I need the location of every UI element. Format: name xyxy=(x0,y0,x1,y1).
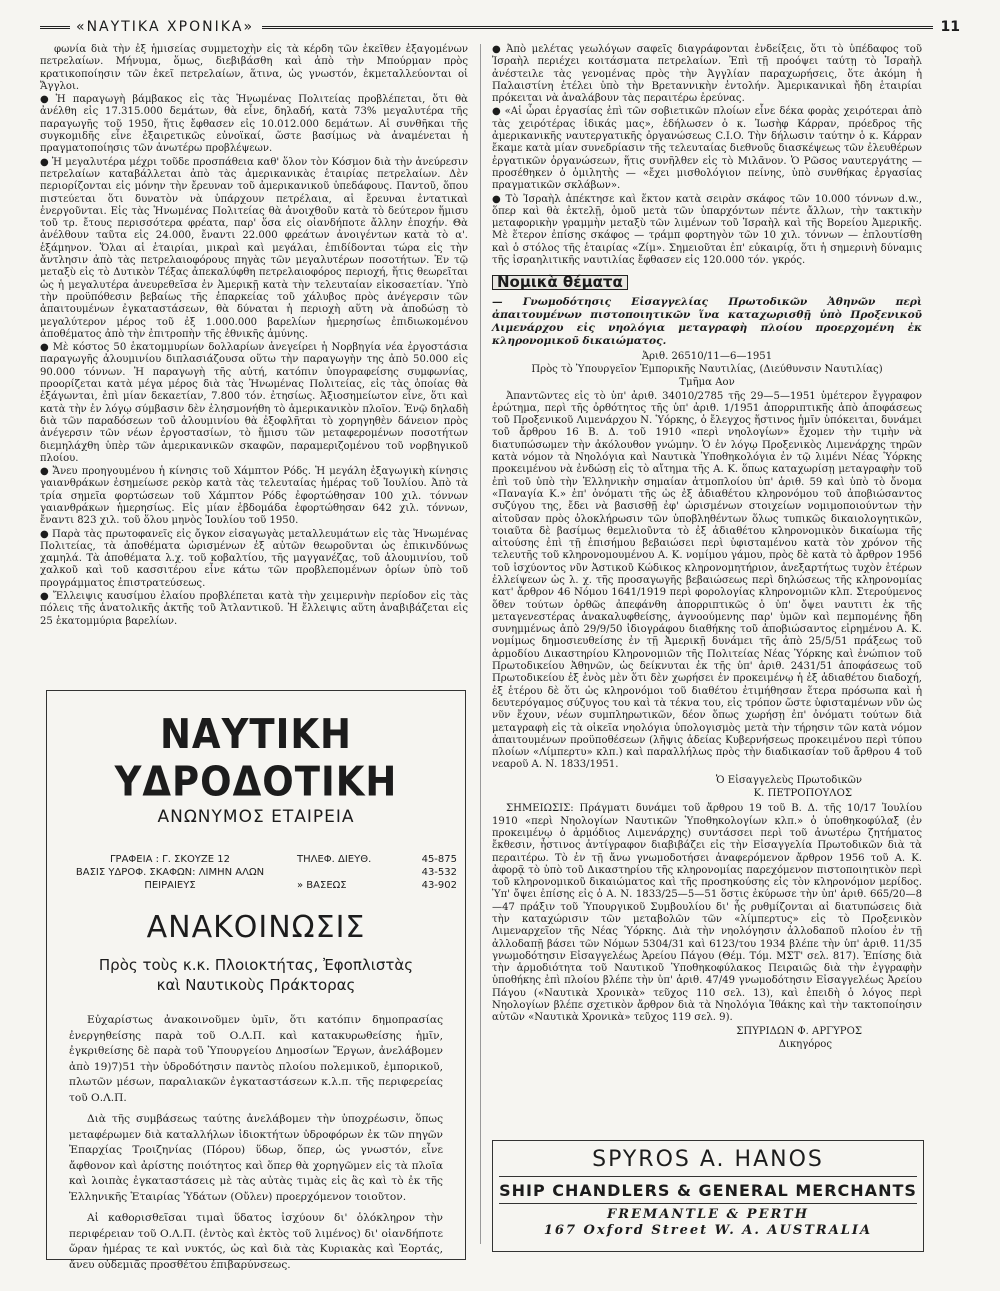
news-paragraph: ● Ἀπὸ μελέτας γεωλόγων σαφεῖς διαγράφονται ἐνδείξεις, ὅτι τὸ ὑπέδαφος τοῦ Ἰσραὴλ περιέχει κοιτάσματα πετρελαίων. Ἐπὶ τῇ προόψει ταύτῃ τὸ Ἰσραὴλ ἀνέστειλε τὰς γενομένας πρὸς τὴν Ἀγγλίαν παραχωρήσεις, ὅτε ἀκόμη ἡ Παλαιστίνη ἐτέλει ὑπὸ τὴν Βρεταννικὴν ἐντολήν. Ἀμερικανικαὶ ἤδη ἑταιρίαι πρόκειται νὰ ἀναλάβουν τὰς περαιτέρω ἐρεύνας. xyxy=(492,44,922,105)
news-paragraph: ● «Αἱ ὧραι ἐργασίας ἐπὶ τῶν σοβιετικῶν πλοίων εἶνε δέκα φορὰς χειρότεραι ἀπὸ τὰς χειρότέρας ἰδικάς μας», ἐδήλωσεν ὁ κ. Ἰωσὴφ Κάρραν, πρόεδρος τῆς ἀμερικανικῆς ναυτεργατικῆς ὀργανώσεως C.I.O. Τὴν δήλωσιν ταύτην ὁ κ. Κάρραν ἔκαμε κατὰ μίαν συνεδρίασιν τῆς τελευταίας διεθνοῦς διασκέψεως τῶν ἐλευθέρων ἐργατικῶν ὀργανώσεων, ἥτις συνῆλθεν εἰς τὸ Μιλᾶνον. Ὁ Ρῶσος ναυτεργάτης — προσέθηκεν ὁ ὁμιλητὴς — «ἔχει μισθολόγιον πείνης, ὑπὸ συνθήκας ἐργασίας πραγματικῶν σκλάβων». xyxy=(492,106,922,192)
news-paragraph: ● Μὲ κόστος 50 ἑκατομμυρίων δολλαρίων ἀνεγείρει ἡ Νορβηγία νέα ἐργοστάσια παραγωγῆς ἀλουμινίου διπλασιάζουσα οὕτω τὴν παραγωγὴν της ἀπὸ 50.000 εἰς 90.000 τόννων. Ἡ παραγωγὴ τῆς αὐτή, κατόπιν ὑπογραφείσης συμφωνίας, προορίζεται κατὰ μέγα μέρος διὰ τὰς Ἡνωμένας Πολιτείας, εἰς τὰς ὁποίας θὰ ἐξάγωνται, ἐπὶ μίαν δεκαετίαν, 7.800 τόν. ἐτησίως. Ἀξιοσημείωτον εἶνε, ὅτι καὶ κατὰ τὴν ἐν λόγῳ σύμβασιν δὲν ἐλησμονήθη τὸ ἀμερικανικὸν πλοῖον. Ἐνῷ δηλαδὴ διὰ τῶν παραδόσεων τοῦ ἀλουμινίου θὰ ἐξοφλῆται τὸ χορηγηθὲν δάνειον πρὸς ἀνέγερσιν τῶν νέων ἐργοστασίων, τὸ ἥμισυ τῶν μεταφερομένων ποσοτήτων διεμηλάχθη ὑπὲρ τῶν ἀμερικανικῶν σκαφῶν, παραμεριζομένου τοῦ νορβηγικοῦ πλοίου. xyxy=(40,342,468,464)
ad-paragraph: Διὰ τῆς συμβάσεως ταύτης ἀνελάβομεν τὴν ὑποχρέωσιν, ὅπως μεταφέρωμεν διὰ καταλλήλων ἰδιοκτήτων ὑδροφόρων ἐκ τῶν πηγῶν Ἐπαρχίας Τροιζηνίας (Πόρου) ὕδωρ, ὅπερ, ὡς γνωστόν, εἶνε ἄφθονον καὶ ἀρίστης ποιότητος καὶ ὅπερ θὰ χορηγῶμεν εἰς τὰ πλοῖα καὶ λοιπὰς ἐγκαταστάσεις μὲ τὰς αὐτὰς τιμὰς εἰς ἃς καὶ τὸ ἐκ τῆς Ἑλληνικῆς Ἑταιρίας Ὑδάτων (Οὔλεν) προερχόμενον τοιοῦτον. xyxy=(69,1113,443,1203)
news-paragraph: φωνία διὰ τὴν ἐξ ἡμισείας συμμετοχὴν εἰς τὰ κέρδη τῶν ἐκεῖθεν ἐξαγομένων πετρελαίων. Μήνυμα, ὅμως, διεβιβάσθη καὶ ἀπὸ τὴν Μπούρμαν πρὸς κρατικοποίησιν τῶν ἐκεῖ πετρελαίων, ἅτινα, ὡς γνωστόν, ἐκμεταλλεύονται οἱ Ἄγγλοι. xyxy=(40,44,468,92)
advertisement-ship-chandlers xyxy=(492,1140,924,1252)
ad-paragraph: Εὐχαρίστως ἀνακοινοῦμεν ὑμῖν, ὅτι κατόπιν δημοπρασίας ἐνεργηθείσης παρὰ τοῦ Ο.Λ.Π. καὶ κατακυρωθείσης ἡμῖν, ἐγκριθείσης δὲ παρὰ τοῦ Ὑπουργείου Δημοσίων Ἔργων, ἀνελάβομεν ἀπὸ 19)7)51 τὴν ὑδροδότησιν παντὸς πλοίου πολεμικοῦ, ἐμπορικοῦ, πλωτῶν μέσων, παραλιακῶν ἐγκαταστάσεων κ.λ.π. τῆς περιφερείας τοῦ Ο.Λ.Π. xyxy=(69,1014,443,1104)
ad-phones: ΤΗΛΕΦ. ΔΙΕΥΘ. 45-875 43-532 » ΒΑΣΕΩΣ 43-902 xyxy=(297,854,457,891)
bullet-icon: ● xyxy=(492,44,504,55)
news-paragraph: ● Ἡ παραγωγὴ βάμβακος εἰς τὰς Ἡνωμένας Πολιτείας προβλέπεται, ὅτι θὰ ἀνέλθη εἰς 17.315.000 δεμάτων, θὰ εἶνε, δηλαδή, κατὰ 73% μεγαλυτέρα τῆς παραγωγῆς τοῦ 1950, ἥτις ἔφθασεν εἰς 10.012.000 δεμάτων. Αἱ συνθῆκαι τῆς συγκομιδῆς εἶνε ἐξαιρετικῶς εὐνοϊκαί, ὥστε βασίμως νὰ ἀναμένεται ἡ πραγματοποίησις τῶν ἀνωτέρω προβλέψεων. xyxy=(40,94,469,155)
reference-number: Ἀριθ. 26510/11—6—1951 xyxy=(641,350,773,362)
signer-title: Ὁ Εἰσαγγελεὺς Πρωτοδικῶν xyxy=(715,774,862,786)
advertisement-water-supply xyxy=(46,690,466,1271)
news-paragraph: ● Παρὰ τὰς πρωτοφανεῖς εἰς ὄγκον εἰσαγωγὰς μεταλλευμάτων εἰς τὰς Ἡνωμένας Πολιτείας, τὰ ἀποθέματα ὡρισμένων ἐξ αὐτῶν θεωροῦνται ὡς ἐπικινδύνως χαμηλά. Τὰ ἀποθέματα λ.χ. τοῦ κοβαλτίου, τῆς μαγγανέζας, τοῦ ἀλουμινίου, τοῦ χαλκοῦ καὶ τοῦ κασσιτέρου εἶνε κάτω τῶν προβλεπομένων ὁρίων ὑπὸ τοῦ προγράμματος ἐπιστρατεύσεως. xyxy=(40,528,468,589)
news-paragraph: ● Τὸ Ἰσραὴλ ἀπέκτησε καὶ ἕκτον κατὰ σειρὰν σκάφος τῶν 10.000 τόννων d.w., ὅπερ καὶ θὰ ἐκτελῇ, ὁμοῦ μετὰ τῶν ὑπαρχόντων πέντε ἄλλων, τὴν τακτικὴν μεταφορικὴν γραμμὴν μεταξὺ τῶν λιμένων τοῦ Ἰσραὴλ καὶ τῆς Βορείου Ἀμερικῆς. Μὲ ἕτερον ἐπίσης σκάφος — τράμπ φορτηγὸν τῶν 10 χιλ. τόννων — ἐπλουτίσθη καὶ ὁ στόλος τῆς ἑταιρίας «Ζίμ». Σημειοῦται ἐπ' εὐκαιρίᾳ, ὅτι ἡ σημερινὴ δύναμις τῆς ἰσραηλιτικῆς ναυτιλίας ἔφθασεν εἰς 120.000 τόν. γκρός. xyxy=(492,193,922,267)
ad-merchant-business: SHIP CHANDLERS & GENERAL MERCHANTS xyxy=(499,1181,917,1204)
header-rule-left xyxy=(40,26,70,29)
ad-addressees: Πρὸς τοὺς κ.κ. Πλοιοκτήτας, Ἐφοπλιστὰς καὶ Ναυτικοὺς Πράκτορας xyxy=(98,956,414,994)
bullet-icon: ● xyxy=(492,193,503,205)
section-heading-wrap xyxy=(492,275,922,291)
news-paragraph: ● Ἄνευ προηγουμένου ἡ κίνησις τοῦ Χάμπτον Ρόδς. Ἡ μεγάλη ἐξαγωγικὴ κίνησις γαιανθράκων ἐσημείωσε ρεκὸρ κατὰ τὰς τελευταίας ἡμέρας τοῦ Ἰουλίου. Ἀπὸ τὰ τρία σημεῖα φορτώσεων τοῦ Χάμπτον Ρόδς ἐφορτώθησαν 100 χιλ. τόννων γαιανθράκων ἡμερησίως. Εἰς μίαν ἑβδομάδα ἐφορτώθησαν 642 χιλ. τόννων, ἔναντι 823 χιλ. τοῦ ὅλου μηνὸς Ἰουλίου τοῦ 1950. xyxy=(40,466,468,527)
reference-recipient: Πρὸς τὸ Ὑπουργεῖον Ἐμπορικῆς Ναυτιλίας, (Διεύθυνσιν Ναυτιλίας) xyxy=(531,363,883,375)
page-number: 11 xyxy=(940,19,960,35)
publication-title: «ΝΑΥΤΙΚΑ ΧΡΟΝΙΚΑ» xyxy=(76,19,255,35)
news-paragraph: ● Ἔλλειψις καυσίμου ἐλαίου προβλέπεται κατὰ τὴν χειμερινὴν περίοδον εἰς τὰς πόλεις τῆς ἀνατολικῆς ἀκτῆς τοῦ Ἀτλαντικοῦ. Ἡ ἔλλειψις αὕτη ἀναβιβάζεται εἰς 25 ἑκατομμύρια βαρελίων. xyxy=(40,591,468,627)
news-paragraph: ● Ἡ μεγαλυτέρα μέχρι τοῦδε προσπάθεια καθ' ὅλον τὸν Κόσμον διὰ τὴν ἀνεύρεσιν πετρελαίων καταβάλλεται ἀπὸ τὰς ἀμερικανικὰς ἑταιρίας πετρελαίων. Δὲν περιορίζονται εἰς μόνην τὴν ἔρευναν τοῦ ἀμερικανικοῦ ὑπεδάφους. Παντοῦ, ὅπου πιστεύεται ὅτι δυνατὸν νὰ ὑπάρχουν πετρέλαια, αἱ ἔρευναι ἐντατικαὶ ἐνεργοῦνται. Εἰς τὰς Ἡνωμένας Πολιτείας θὰ ἀνοιχθοῦν κατὰ τὸ δεύτερον ἥμισυ τοῦ τρ. ἔτους περισσότερα φρέατα, παρ' ὅσα εἰς οἱανδήποτε ἄλλην ἐποχήν. Θὰ ἀνέλθουν ταῦτα εἰς 24.000, ἔναντι 22.000 φρεάτων ἀνοιγέντων κατὰ τὸ α'. ἑξάμηνον. Ὅλαι αἱ ἑταιρίαι, μικραὶ καὶ μεγάλαι, ἐπιδίδονται τώρα εἰς τὴν ἄντλησιν ἀπὸ τὰς πετρελαιοφόρους πηγὰς τῶν μεγαλυτέρων ποσοτήτων. Ἐν τῷ μεταξὺ εἰς τὸ Δυτικὸν Τέξας ἀπεκαλύφθη πετρελαιοφόρος περιοχή, ἥτις θεωρεῖται ὡς ἡ μεγαλυτέρα ἀνευρεθεῖσα ἐν Ἀμερικῇ κατὰ τὴν τελευταίαν εἰκοσαετίαν. Ὑπὸ τὴν προϋπόθεσιν βεβαίως τῆς ἐπαρκείας τοῦ χάλυβος πρὸς ἀνέγερσιν τῶν ἀπαιτουμένων ἐγκαταστάσεων, θὰ δύναται ἡ περιοχὴ αὕτη νὰ ἀποδώσῃ τὸ μεγαλύτερον μέρος τοῦ ἐξ 1.000.000 βαρελίων ἡμερησίως ἐπιδιωκομένου ἀποθέματος ἀπὸ τὴν ἐπιτροπὴν τῆς ἐθνικῆς ἀμύνης. xyxy=(40,156,468,340)
bullet-icon: ● xyxy=(40,466,50,478)
bullet-icon: ● xyxy=(40,528,50,540)
reference-department: Τμῆμα Αον xyxy=(679,377,735,389)
ad-merchant-name: SPYROS A. HANOS xyxy=(499,1147,917,1177)
ad-address: ΓΡΑΦΕΙΑ : Γ. ΣΚΟΥΖΕ 12 ΒΑΣΙΣ ΥΔΡΟΦ. ΣΚΑΦΩΝ: ΛΙΜΗΝ ΑΛΩΝ ΠΕΙΡΑΙΕΥΣ xyxy=(75,854,265,891)
ad-announcement-title: ΑΝΑΚΟΙΝΩΣΙΣ xyxy=(146,910,366,945)
ad-merchant-address: FREMANTLE & PERTH 167 Oxford Street W. A. AUSTRALIA xyxy=(543,1207,873,1238)
left-column xyxy=(40,44,468,684)
author-name: ΣΠΥΡΙΔΩΝ Φ. ΑΡΓΥΡΟΣ xyxy=(736,1025,862,1037)
legal-notes: ΣΗΜΕΙΩΣΙΣ: Πράγματι δυνάμει τοῦ ἄρθρου 19 τοῦ Β. Δ. τῆς 10/17 Ἰουλίου 1910 «περὶ Νηολογίων Ναυτικῶν Ὑποθηκολογίων κλπ.» ὁ ὑποθηκοφύλαξ (ἐν προκειμένῳ ὁ ἁρμόδιος Λιμενάρχης) συντάσσει περὶ τοῦ ἀνωτέρω ζητήματος ἔκθεσιν, ἧστινος ἀντίγραφον διαβιβάζει εἰς τὴν Εἰσαγγελία Πρωτοδικῶν διὰ τὰ περαιτέρω. Τὸ ἐν τῇ ἄνω γνωμοδοτήσει ἀναφερόμενον ἄρθρον 1956 τοῦ Α. Κ. ἀφορᾷ τὸ ὑπὸ τοῦ Δικαστηρίου τῆς κληρονομίας παρεχόμενον πιστοποιητικὸν περὶ τοῦ κληρονομικοῦ δικαιώματος καὶ τῆς προσηκούσης εἰς τὸν κληρονόμον μερίδος. Ὑπ' ὄψει ἐπίσης εἰς ὁ Α. Ν. 1833/25—5—51 ὅστις ἐκύρωσε τὴν ὑπ' ἀριθ. 665/20—8—47 πράξιν τοῦ Ὑπουργικοῦ Συμβουλίου δι' ἧς ρυθμίζονται αἱ διατυπώσεις διὰ τὴν καταχώρισιν τῶν μεταβολῶν τῶν «λίμπερτυς» εἰς τὸ Προξενικὸν Λιμεναρχεῖον τῆς Νέας Ὑόρκης. Διὰ τὴν νηολόγησιν ἀλλοδαποῦ πλοίου ἐν τῇ ἀλλοδαπῇ βάσει τῶν Νόμων 5304/31 καὶ 6123/του 1934 βλέπε τὴν ὑπ' ἀριθ. 11/35 γνωμοδότησιν Εἰσαγγελέως Ἀρείου Πάγου (Θέμ. Τόμ. ΜΣΤ' σελ. 817). Ἐπίσης διὰ τὴν ἁρμοδιότητα τοῦ Ναυτικοῦ Ὑποθηκοφύλακος Πειραιῶς διὰ τὴν ἐγγραφὴν ὑποθήκης ἐπὶ πλοίου βλέπε τὴν ὑπ' ἀριθ. 47/49 γνωμοδότησιν Εἰσαγγελέως Ἀρείου Πάγου («Ναυτικὰ Χρονικὰ» τεῦχος 110 σελ. 13), καὶ ἐπειδὴ ὁ λόγος περὶ Νηολογίων βλέπε σχετικὸν ἄρθρον διὰ τὰ Νηολόγια Ἰθάκης καὶ τὴν τακτοποίησιν αὐτῶν «Ναυτικὰ Χρονικὰ» τεῦχος 119 σελ. 9). xyxy=(492,803,922,1024)
header-rule xyxy=(262,26,932,29)
ad-body xyxy=(55,1013,457,1273)
column-divider xyxy=(480,44,481,1244)
bullet-icon: ● xyxy=(40,156,49,168)
legal-body: Ἀπαντῶντες εἰς τὸ ὑπ' ἀριθ. 34010/2785 τῆς 29—5—1951 ὑμέτερον ἔγγραφον ἐρώτημα, περὶ τῆς ὀρθότητος τῆς ὑπ' ἀριθ. 1/1951 ἀπορριπτικῆς ἀπὸ ἀποφάσεως τοῦ Προξενικοῦ Λιμενάρχου Ν. Ὑόρκης, ὁ ἔλεγχος ἥστινος ἡμῖν ὑπόκειται, δυνάμει τοῦ ἄρθρου 16 Β. Δ. τοῦ 1910 «περὶ νηολογίων» ἔχομεν τὴν τιμὴν νὰ διατυπώσωμεν τὴν ἀκόλουθον γνώμην. Ὁ ἐν λόγῳ Προξενικὸς Λιμενάρχης τηρῶν κατὰ νόμον τὰ Νηολόγια καὶ Ναυτικὰ Ὑποθηκολόγια ἐν τῷ λιμένι Νέας Ὑόρκης προκειμένου νὰ ἐνδώσῃ εἰς τὸ αἴτημα τῆς Α. Κ. ὅπως καταχωρίσῃ μεταγραφὴν τοῦ ἐπὶ τοῦ ὑπὸ τὴν Ἑλληνικὴν σημαίαν ἀτμοπλοίου ὑπ' ἀριθ. 59 καὶ ὑπὸ τὸ ὄνομα «Παναγία Κ.» ἐπ' ὀνόματι τῆς ὡς ἐξ ἀδιαθέτου κληρονόμου τοῦ ἀποβιώσαντος συζύγου της, ἔδει νὰ βασισθῇ ἐφ' ὡρισμένων στοιχείων νομιμοποιούντων τὴν αἰτοῦσαν πρὸς ὁλοκλήρωσιν τῶν ὑποβληθέντων ὅλως τυπικῶς δικαιολογητικῶν, τοιαῦτα δὲ βασίμως θεμελιοῦντα τὸ ἐξ ἀδιαθέτου κληρονομικὸν δικαίωμα τῆς αἰτούσης ἐπὶ τῇ ἐπισήμου βεβαιώσει περὶ ὑφισταμένου κατὰ τὸν χρόνον τῆς τελευτῆς τοῦ κληρονομουμένου Α. Κ. νομίμου γάμου, πρὸς δὲ κατὰ τὸ ἄρθρον 1956 τοῦ ἰσχύοντος νῦν Ἀστικοῦ Κώδικος κληρονομητήριον, ἀνεξαρτήτως τυχὸν ἑτέρων ἐλλείψεων ὡς λ. χ. τῆς προσαγωγῆς βεβαιώσεως περὶ δηλώσεως τῆς κληρονομίας κατ' ἄρθρον 46 Νόμου 1641/1919 περὶ φορολογίας κληρονομιῶν κλπ. Στερούμενος ὅθεν τούτων ὀρθῶς ἀπεφάνθη ἀπορριπτικῶς ὁ ὑπ' ὄψει ναυτιτι ἐκ τῆς μεταγενεστέρας ἀνακαλυφθείσης, ἀγνοούμενης παρ' ὑμῶν καὶ πεμπομένης ἤδη συνημμένως ἀπὸ 29/9/50 ἰδιογράφου διαθήκης τοῦ ἀποβιώσαντος εἰρημένου Α. Κ. νομίμως δημοσιευθείσης ἐν τῇ Ἀμερικῇ δυνάμει τῆς ἀπὸ 25/5/51 πράξεως τοῦ ἁρμοδίου Δικαστηρίου Κληρονομιῶν τῆς Πολιτείας Νέας Ὑόρκης καὶ ἐνώπιον τοῦ Πρωτοδικείου Ἀθηνῶν, ὡς δείκνυται ἐκ τῆς ὑπ' ἀριθ. 2431/51 ἀποφάσεως τοῦ Πρωτοδικείου ἐξ ἑνὸς μὲν ὅτι δὲν χωρήσει ἐν προκειμένῳ ἡ ἐξ ἀδιαθέτου διαδοχή, ἐξ ἑτέρου δὲ ὅτι ὡς κληρονόμοι τοῦ διαθέτου ἐτιμήθησαν ἕτερα πρόσωπα καὶ ἡ δευτερόγαμος σύζυγος του καὶ τὰ τέκνα του, εἰς τρόπον ὥστε ὑφισταμένων νῦν ὡς νῦν ἔχουν, νέων συμπληρωτικῶν, δέον ὅπως χωρήσῃ ἐπ' ὀνόματι τούτων διὰ μεταγραφὴ εἰς τὰ οἰκεῖα νηολόγια ὑπολογισμὸς μετὰ τὴν τήρησιν τῶν κατὰ νόμον ἀπαιτουμένων προϋποθέσεων (λῆψις ἀδείας Κυβερνήσεως προκειμένου περὶ τύπου πλοίων «Λίμπερτυ» κλπ.) καὶ παραλλήλως πρὸς τὴν διαδικασίαν τοῦ ἄρθρου 4 τοῦ νεαροῦ Α. Ν. 1833/1951. xyxy=(492,390,922,771)
legal-heading: — Γνωμοδότησις Εἰσαγγελίας Πρωτοδικῶν Ἀθηνῶν περὶ ἀπαιτουμένων πιστοποιητικῶν ἵνα καταχωρισθῇ ὑπὸ Προξενικοῦ Λιμενάρχου εἰς νηολόγια μεταγραφὴ πλοίου προερχομένη ἐκ κληρονομικοῦ δικαιώματος. xyxy=(492,295,922,347)
ad-paragraph: Αἱ καθορισθεῖσαι τιμαὶ ὕδατος ἰσχύουν δι' ὁλόκληρον τὴν περιφέρειαν τοῦ Ο.Λ.Π. (ἐντὸς καὶ ἐκτὸς τοῦ λιμένος) δι' οἱανδήποτε ὥραν ἡμέρας τε καὶ νυκτός, ὡς καὶ διὰ τὰς Κυριακὰς καὶ Ἑορτάς, ἄνευ οὐδεμιᾶς προσθέτου ἐπιβαρύνσεως. xyxy=(69,1212,443,1271)
ad-company-type: ΑΝΩΝΥΜΟΣ ΕΤΑΙΡΕΙΑ xyxy=(157,807,355,827)
ad-contact-block xyxy=(55,853,457,892)
author-title: Δικηγόρος xyxy=(778,1038,832,1050)
bullet-icon: ● xyxy=(40,342,50,354)
bullet-icon: ● xyxy=(40,591,50,603)
right-column xyxy=(492,44,922,1084)
bullet-icon: ● xyxy=(40,94,53,106)
signer-name: Κ. ΠΕΤΡΟΠΟΥΛΟΣ xyxy=(753,788,852,800)
section-title: Νομικὰ θέματα xyxy=(492,275,628,289)
page-header xyxy=(40,14,960,40)
bullet-icon: ● xyxy=(492,106,502,118)
ad-company-name: ΝΑΥΤΙΚΗ ΥΔΡΟΔΟΤΙΚΗ xyxy=(114,710,398,806)
